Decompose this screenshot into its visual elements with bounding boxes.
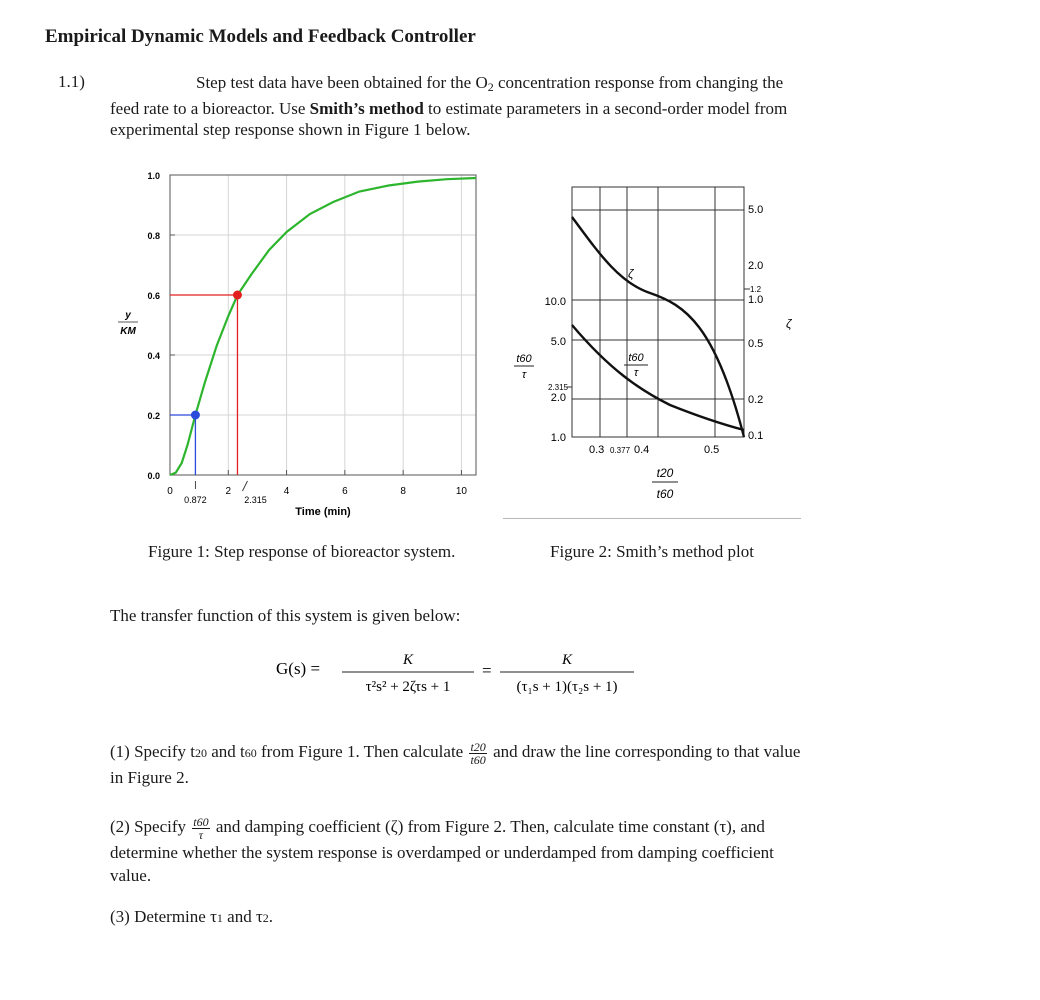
figure1-x-tick-label: 0 — [167, 486, 173, 497]
figure1-marker-dot — [191, 411, 200, 420]
figure1-markers — [170, 291, 267, 506]
figure2-right-tick: 5.0 — [748, 204, 764, 216]
figure1-y-tick-label: 0.8 — [147, 231, 160, 241]
figure2-left-tick: 1.0 — [550, 432, 566, 444]
fraction-t60-tau: $\frac{t60}{\tau}$ — [193, 814, 209, 842]
question-item-3: (3) Determine τ1 and τ2. — [110, 907, 274, 926]
figure1-caption: Figure 1: Step response of bioreactor system. — [148, 542, 456, 561]
figure2-left-tick: 5.0 — [550, 336, 566, 348]
figure2-zeta-label: ζ — [628, 267, 634, 281]
question-item-1: (1) Specify t20 and t60 from Figure 1. Then calculate $\frac{t20}{t60}$ and draw the line corresponding to that value in Figure 2. — [110, 739, 801, 787]
figure2-left-tick: 2.315 — [547, 383, 568, 392]
figure2-x-tick: 0.5 — [704, 444, 720, 456]
eq-num1: K — [402, 652, 414, 668]
figure2-left-tick: 2.0 — [550, 392, 566, 404]
eq-den2: (τ₁s + 1)(τ₂s + 1) — [516, 679, 618, 695]
figure2-x-tick: 0.3 — [589, 444, 605, 456]
figure1-y-tick-label: 0.0 — [147, 471, 160, 481]
figure1-x-tick-label: 4 — [283, 486, 290, 497]
figure1-marker-dot — [233, 291, 242, 300]
figure1-ylabel-den: KM — [120, 326, 136, 337]
figure2-xlabel-num: t20 — [656, 466, 674, 480]
figure2-right-tick: 1.0 — [748, 294, 764, 306]
figure2-x-tick: 0.377 — [610, 446, 631, 455]
figure1-xlabel: Time (min) — [295, 506, 351, 518]
figure2-t60tau-num: t60 — [628, 352, 644, 364]
figure1-marker-label: 2.315 — [244, 495, 267, 505]
figure2-right-tick: 1.2 — [750, 285, 762, 294]
figure1-y-tick-label: 0.6 — [147, 291, 160, 301]
figure2-left-tick: 10.0 — [544, 296, 566, 308]
fraction-t20-t60: $\frac{t20}{t60}$ — [470, 739, 486, 767]
divider-line — [503, 518, 801, 519]
figure2-right-tick: 0.5 — [748, 338, 764, 350]
question-item-2: (2) Specify $\frac{t60}{\tau}$ and damping coefficient (ζ) from Figure 2. Then, calculate time constant (τ), and determine whether the system response is overdamped or underdamped from damping coefficient value. — [110, 814, 774, 885]
figure1-x-tick-label: 6 — [342, 486, 348, 497]
figure1-y-tick-label: 1.0 — [147, 171, 160, 181]
eq-den1: τ²s² + 2ζτs + 1 — [365, 679, 451, 695]
figure1-plot-frame — [170, 175, 476, 475]
figure2-t60tau-den: τ — [633, 367, 639, 379]
figure2-right-tick: 0.2 — [748, 394, 764, 406]
eq-num2: K — [561, 652, 573, 668]
figure2-xlabel-den: t60 — [656, 487, 674, 501]
figure1-y-tick-label: 0.4 — [147, 351, 160, 361]
figure2-smith-method-chart — [500, 175, 810, 515]
problem-statement: Step test data have been obtained for the $O_2$ concentration response from changing the feed rate to a bioreactor. Use Smith’s method to estimate parameters in a second-order model from experimental step response shown in Figure 1 below. — [110, 73, 788, 139]
figure1-marker-label: 0.872 — [184, 495, 207, 505]
figure1-y-tick-label: 0.2 — [147, 411, 160, 421]
eq-lhs: G(s) = — [276, 659, 321, 678]
figure1-x-tick-label: 10 — [455, 486, 467, 497]
figure1-ylabel-num: y — [125, 310, 131, 321]
figure1-marker-arrow — [242, 481, 247, 491]
figure2-right-zeta: ζ — [786, 317, 792, 331]
figure2-ylabel-den: τ — [521, 369, 527, 381]
transfer-function-equation — [276, 644, 656, 700]
section-heading: Empirical Dynamic Models and Feedback Controller — [45, 26, 476, 47]
question-number: 1.1) — [58, 72, 85, 91]
figure1-x-tick-label: 8 — [400, 486, 406, 497]
transfer-function-intro: The transfer function of this system is given below: — [110, 606, 461, 625]
figure1-response-curve — [170, 178, 476, 475]
figure1-step-response-chart — [100, 160, 500, 530]
figure2-caption: Figure 2: Smith’s method plot — [550, 542, 755, 561]
figure2-right-tick: 0.1 — [748, 430, 764, 442]
figure2-x-tick: 0.4 — [634, 444, 650, 456]
figure2-right-tick: 2.0 — [748, 260, 764, 272]
figure2-ylabel-num: t60 — [516, 353, 532, 365]
figure1-grid — [170, 175, 476, 475]
figure1-x-tick-label: 2 — [225, 486, 232, 497]
eq-equals: = — [482, 661, 492, 680]
